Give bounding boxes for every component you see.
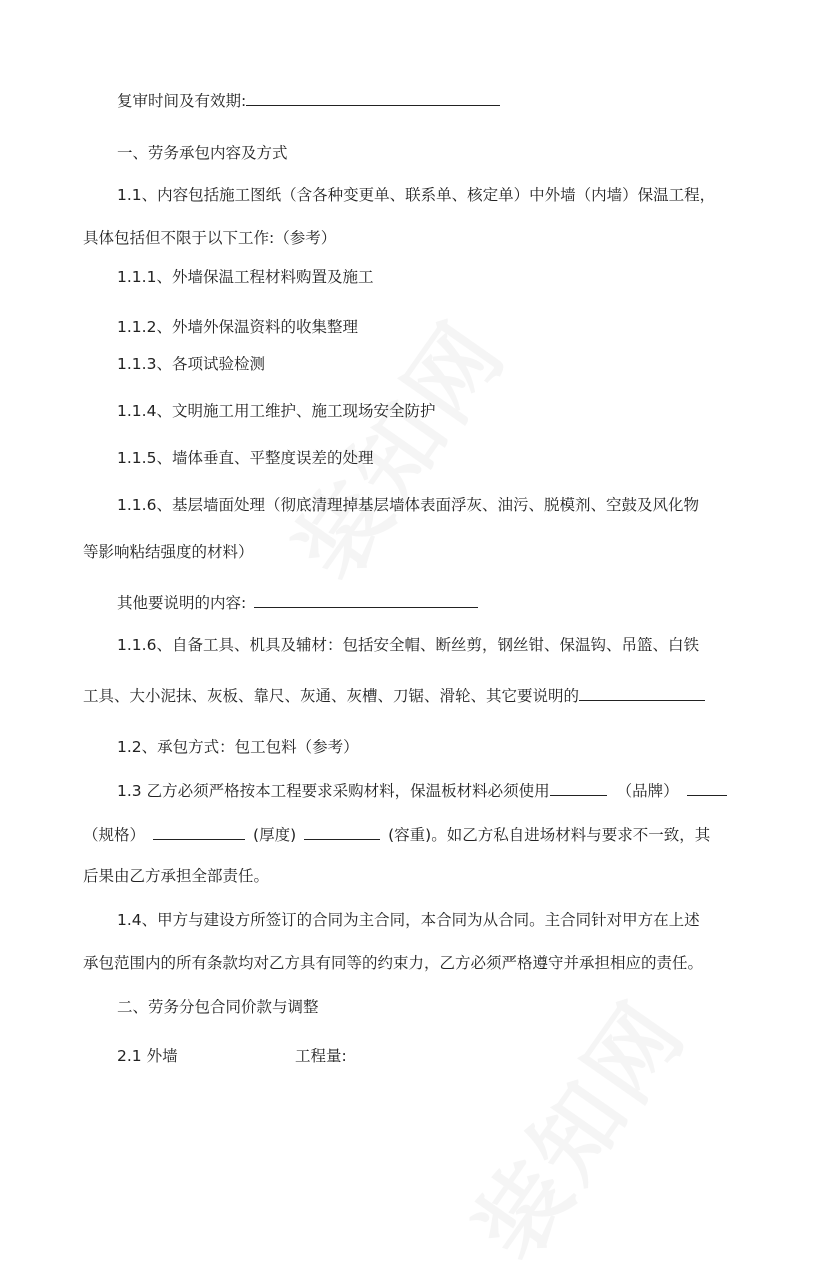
clause-1-3-line1 (117, 778, 727, 802)
exterior-wall-label: 2.1 外墙 (117, 1047, 178, 1065)
clause-1-1-line1: 1.1、内容包括施工图纸（含各种变更单、联系单、核定单）中外墙（内墙）保温工程， (117, 186, 716, 204)
density-label: (容重)。如乙方私自进场材料与要求不一致，其 (388, 826, 711, 844)
tools-line1: 1.1.6、自备工具、机具及辅材：包括安全帽、断丝剪，钢丝钳、保温钩、吊篮、白铁 (117, 636, 699, 654)
watermark (438, 970, 710, 1280)
other-blank (254, 590, 478, 608)
spec-label: （规格） (83, 826, 146, 844)
item-1-1-3: 1.1.3、各项试验检测 (117, 355, 265, 373)
brand-label: （品牌） (616, 782, 679, 800)
thickness-label: (厚度) (253, 826, 297, 844)
tools-line2-text: 工具、大小泥抹、灰板、靠尺、灰通、灰槽、刀锯、滑轮、其它要说明的 (83, 687, 580, 705)
clause-1-1-line2: 具体包括但不限于以下工作:（参考） (83, 229, 337, 247)
thickness-blank (304, 822, 380, 840)
clause-1-1-6-line1: 1.1.6、基层墙面处理（彻底清理掉基层墙体表面浮灰、油污、脱模剂、空鼓及风化物 (117, 496, 699, 514)
brand-blank (687, 778, 727, 796)
review-blank (246, 88, 500, 106)
clause-1-2: 1.2、承包方式：包工包料（参考） (117, 738, 359, 756)
tools-blank (579, 683, 705, 701)
clause-1-3-text: 1.3 乙方必须严格按本工程要求采购材料，保温板材料必须使用 (117, 782, 550, 800)
clause-1-1-6-line2: 等影响粘结强度的材料） (83, 543, 254, 561)
section1-title: 一、劳务承包内容及方式 (117, 144, 288, 162)
clause-1-4-line1: 1.4、甲方与建设方所签订的合同为主合同，本合同为从合同。主合同针对甲方在上述 (117, 911, 700, 929)
item-1-1-1: 1.1.1、外墙保温工程材料购置及施工 (117, 268, 374, 286)
review-line (117, 88, 500, 112)
clause-1-4-line2: 承包范围内的所有条款均对乙方具有同等的约束力，乙方必须严格遵守并承担相应的责任。 (83, 954, 704, 972)
material-blank (550, 778, 607, 796)
tools-line2 (83, 683, 705, 707)
clause-1-3-line3: 后果由乙方承担全部责任。 (83, 867, 270, 885)
other-line (117, 590, 478, 614)
clause-2-1 (117, 1045, 347, 1067)
spec-blank (153, 822, 245, 840)
other-label: 其他要说明的内容: (117, 594, 247, 612)
item-1-1-4: 1.1.4、文明施工用工维护、施工现场安全防护 (117, 402, 436, 420)
review-label: 复审时间及有效期: (117, 92, 247, 110)
section2-title: 二、劳务分包合同价款与调整 (117, 998, 319, 1016)
item-1-1-2: 1.1.2、外墙外保温资料的收集整理 (117, 318, 358, 336)
item-1-1-5: 1.1.5、墙体垂直、平整度误差的处理 (117, 449, 374, 467)
clause-1-3-line2 (83, 822, 710, 846)
quantity-label: 工程量: (295, 1047, 347, 1065)
